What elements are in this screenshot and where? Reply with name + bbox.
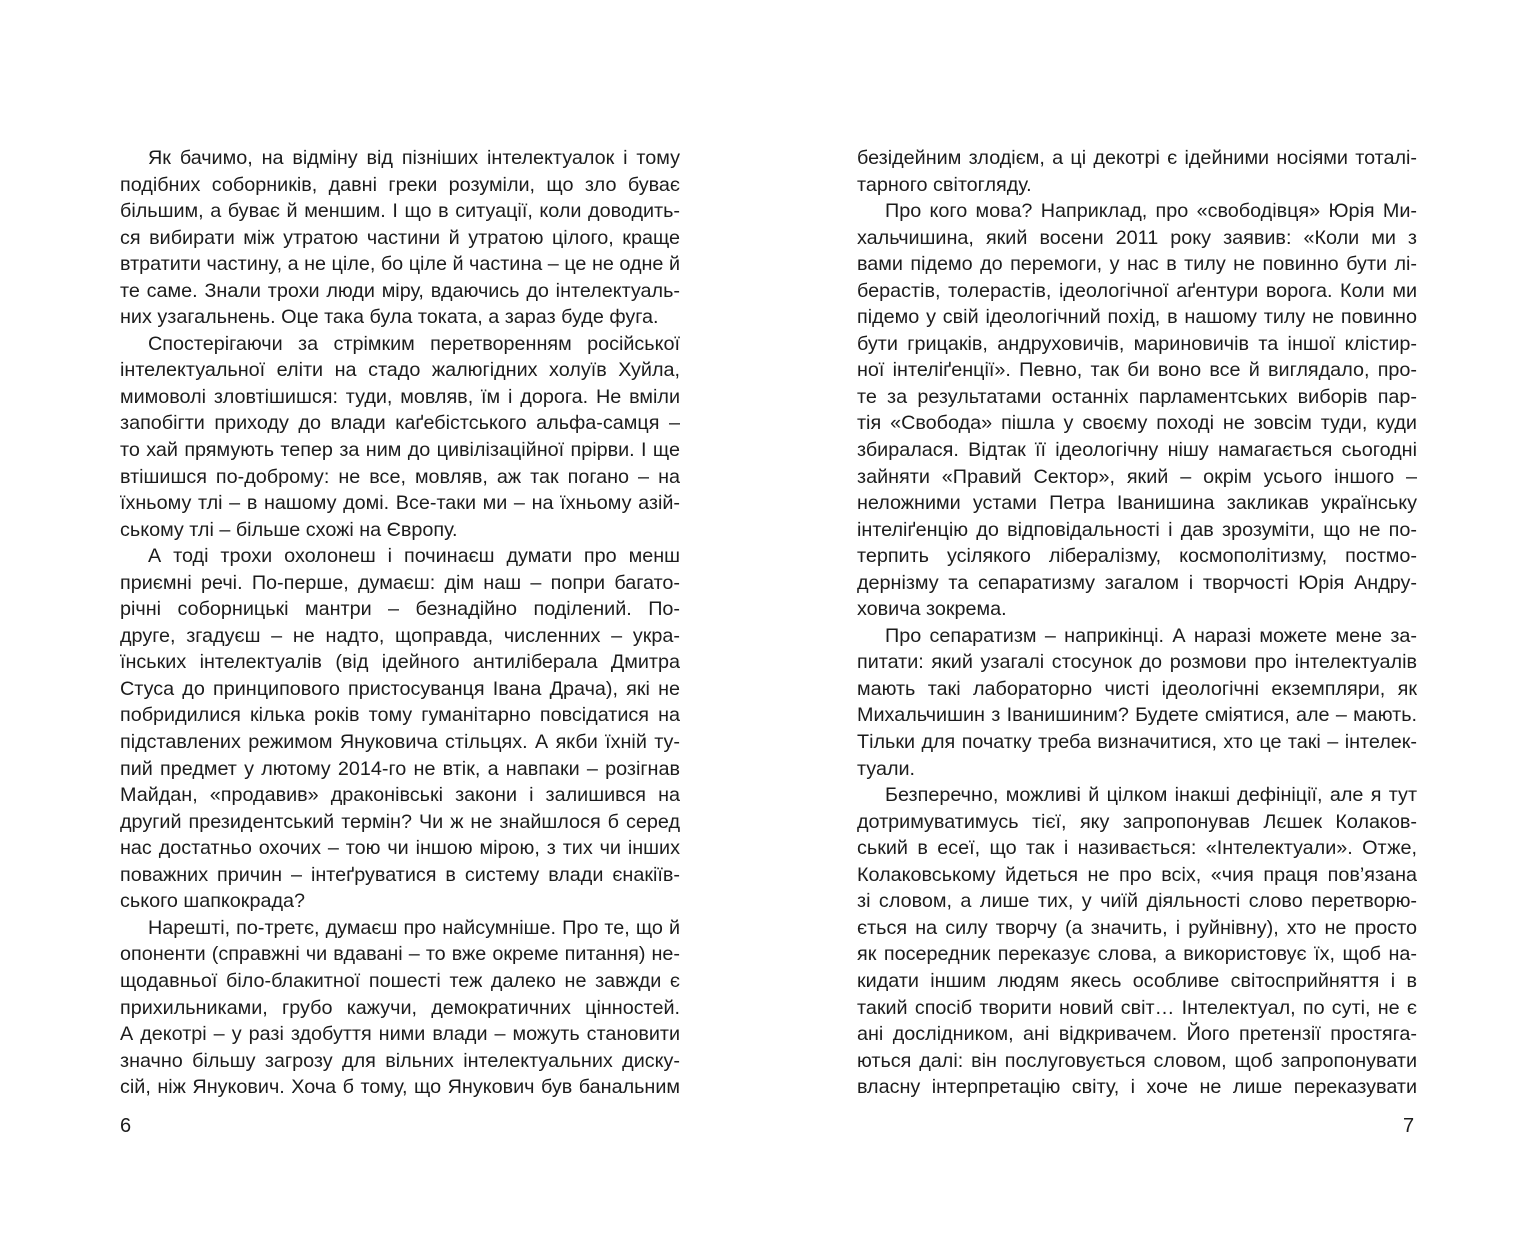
text-line: сій, ніж Янукович. Хоча б тому, що Янукович був банальним — [120, 1076, 680, 1099]
right-page-text — [857, 145, 1417, 1101]
text-line: Стуса до принципового пристосуванця Івана Драча), які не — [120, 677, 680, 700]
text-line: питати: який узагалі стосунок до розмови про інтелектуалів — [857, 651, 1417, 674]
text-line: тарного світогляду. — [857, 173, 1032, 196]
text-line: їнських інтелектуалів (від ідейного антиліберала Дмитра — [120, 651, 680, 674]
text-line: ському тлі – більше схожі на Європу. — [120, 518, 458, 541]
text-line: зі словом, а лише тих, у чиїй діяльності слово перетворю- — [857, 890, 1417, 913]
text-line: А декотрі – у разі здобуття ними влади – можуть становити — [120, 1023, 680, 1046]
text-line: Як бачимо, на відміну від пізніших інтелектуалок і тому — [148, 147, 680, 169]
text-line: них узагальнень. Оце така була токата, а зараз буде фуга. — [120, 306, 659, 329]
text-line: щодавньої біло-блакитної пошесті теж далеко не завжди є — [120, 969, 680, 992]
text-line: інтелектуальної еліти на стадо жалюгідних холуїв Хуйла, — [120, 359, 680, 382]
text-line: Безперечно, можливі й цілком інакші дефініції, але я тут — [885, 784, 1417, 807]
text-line: ється на силу творчу (а значить, і руйнівну), хто не просто — [857, 916, 1417, 939]
text-line: Колаковському йдеться не про всіх, «чия праця пов’язана — [857, 863, 1417, 886]
left-page-text — [120, 145, 680, 1101]
right-page-number: 7 — [1403, 1115, 1415, 1137]
text-line: берастів, толерастів, ідеологічної аґентури ворога. Коли ми — [857, 279, 1417, 302]
text-line: другий президентський термін? Чи ж не знайшлося б серед — [120, 810, 680, 833]
text-line: Про сепаратизм – наприкінці. А наразі можете мене за- — [885, 624, 1417, 647]
text-line: втратити частину, а не ціле, бо ціле й частина – це не одне й — [120, 253, 680, 276]
text-line: Про кого мова? Наприклад, про «свободівця» Юрія Ми- — [885, 200, 1417, 223]
text-line: дернізму та сепаратизму загалом і творчості Юрія Андру- — [857, 571, 1417, 594]
text-line: втішишся по-доброму: не все, мовляв, аж так погано – на — [120, 465, 680, 488]
text-line: бути грицаків, андруховичів, мариновичів та іншої клістир- — [857, 332, 1417, 355]
text-line: туали. — [857, 757, 916, 780]
text-line: такий спосіб творити новий світ… Інтелектуал, по суті, не є — [857, 996, 1417, 1019]
text-line: Нарешті, по-третє, думаєш про найсумніше. Про те, що й — [148, 916, 680, 939]
text-line: Майдан, «продавив» драконівські закони і залишився на — [120, 784, 680, 807]
text-line: тія «Свобода» пішла у своєму поході не зовсім туди, куди — [857, 412, 1417, 435]
text-line: кидати іншим людям якесь особливе світосприйняття і в — [857, 969, 1417, 992]
text-line: підставлених режимом Януковича стільцях. А якби їхній ту- — [120, 731, 680, 754]
text-line: запобігти приходу до влади каґебістського альфа-самця – — [120, 412, 680, 435]
text-line: їхньому тлі – в нашому домі. Все-таки ми – на їхньому азій- — [120, 492, 680, 515]
text-line: друге, згадуєш – не надто, щоправда, численних – укра- — [120, 624, 680, 647]
text-line: підемо у свій ідеологічний похід, в нашому тилу не повинно — [857, 306, 1417, 329]
text-line: безідейним злодієм, а ці декотрі є ідейними носіями тоталі- — [857, 147, 1417, 169]
text-line: власну інтерпретацію світу, і хоче не лише переказувати — [857, 1076, 1417, 1099]
text-line: Тільки для початку треба визначитися, хто це такі – інтелек- — [857, 731, 1417, 754]
text-line: неложними устами Петра Іванишина закликав українську — [857, 492, 1417, 515]
text-line: хальчишина, який восени 2011 року заявив: «Коли ми з — [857, 226, 1417, 249]
text-line: поважних причин – інтеґруватися в систему влади єнакіїв- — [120, 863, 680, 886]
text-line: вами підемо до перемоги, у нас в тилу не повинно бути лі- — [857, 253, 1417, 276]
text-line: то хай прямують тепер за ним до цивілізаційної прірви. І ще — [120, 439, 680, 462]
text-line: ся вибирати між утратою частини й утратою цілого, краще — [120, 226, 680, 249]
text-line: побридилися кілька років тому гуманітарно повсідатися на — [120, 704, 680, 727]
text-line: більшим, а буває й меншим. І що в ситуації, коли доводить- — [120, 200, 680, 223]
text-line: те за результатами останніх парламентських виборів пар- — [857, 385, 1417, 408]
text-line: дотримуватимусь тієї, яку запропонував Лєшек Колаков- — [857, 810, 1417, 833]
text-line: мимоволі зловтішишся: туди, мовляв, їм і дорога. Не вміли — [120, 385, 680, 408]
text-line: зайняти «Правий Сектор», який – окрім усього іншого – — [857, 465, 1417, 488]
text-line: мають такі лабораторно чисті ідеологічні екземпляри, як — [857, 677, 1417, 700]
text-line: опоненти (справжні чи вдавані – то вже окреме питання) не- — [120, 943, 680, 966]
text-line: ховича зокрема. — [857, 598, 1007, 621]
text-line: Михальчишин з Іванишиним? Будете сміятися, але – мають. — [857, 704, 1417, 727]
text-line: ський в есеї, що так і називається: «Інтелектуали». Отже, — [857, 837, 1417, 860]
text-line: приємні речі. По-перше, думаєш: дім наш – попри багато- — [120, 571, 680, 594]
text-line: ані дослідником, ані відкривачем. Його претензії простяга- — [857, 1023, 1417, 1046]
text-line: терпить усілякого лібералізму, космополітизму, постмо- — [857, 545, 1417, 568]
text-line: пий предмет у лютому 2014-го не втік, а навпаки – розігнав — [120, 757, 680, 780]
text-line: прихильниками, грубо кажучи, демократичних цінностей. — [120, 996, 680, 1019]
text-line: Спостерігаючи за стрімким перетворенням російської — [148, 332, 680, 355]
text-line: річні соборницькі мантри – безнадійно поділений. По- — [120, 598, 680, 621]
text-line: нас достатньо охочих – тою чи іншою мірою, з тих чи інших — [120, 837, 680, 860]
text-line: як посередник переказує слова, а використовує їх, щоб на- — [857, 943, 1417, 966]
text-line: інтеліґенцію до відповідальності і дав зрозуміти, що не по- — [857, 518, 1417, 541]
text-line: значно більшу загрозу для вільних інтелектуальних диску- — [120, 1049, 680, 1072]
text-line: А тоді трохи охолонеш і починаєш думати про менш — [148, 545, 680, 568]
text-line: ються далі: він послуговується словом, щоб запропонувати — [857, 1049, 1417, 1072]
left-page-number: 6 — [120, 1115, 132, 1137]
text-line: те саме. Знали трохи люди міру, вдаючись до інтелектуаль- — [120, 279, 680, 302]
text-line: ної інтеліґенції». Певно, так би воно все й виглядало, про- — [857, 359, 1417, 382]
text-line: ського шапкокрада? — [120, 890, 306, 913]
text-line: подібних соборників, давні греки розуміли, що зло буває — [120, 173, 680, 196]
text-line: збиралася. Відтак її ідеологічну нішу намагається сьогодні — [857, 439, 1417, 462]
